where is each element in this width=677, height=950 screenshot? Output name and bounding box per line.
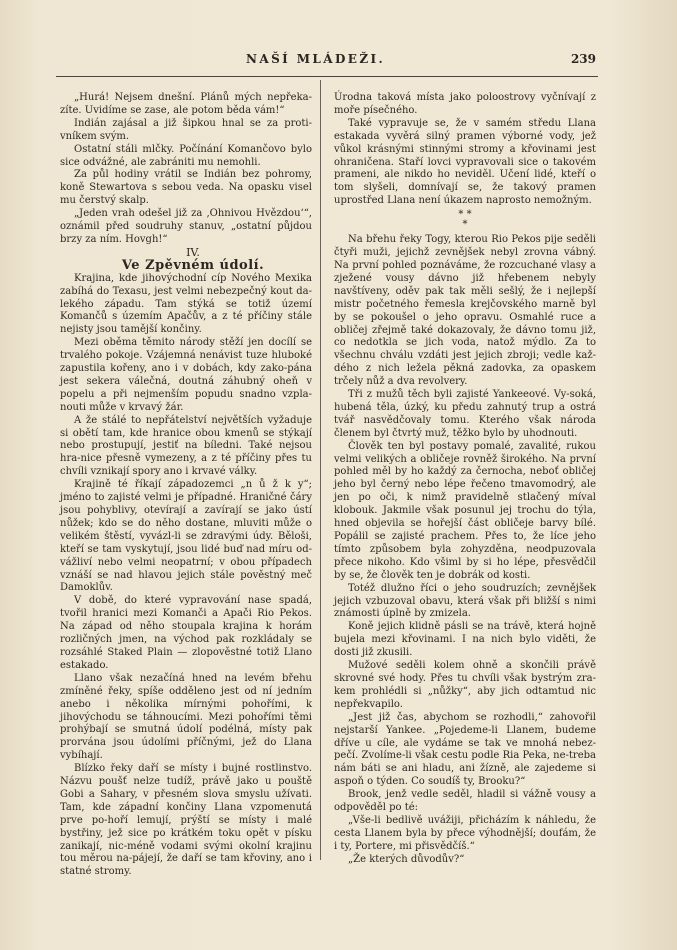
paragraph: Člověk ten byl postavy pomalé, zavalité, rukou velmi velikých a obličeje rovněž širokého. Na první pohled měl by ho každý za černocha, neboť obličej jeho byl černý nebo lépe řečeno tmavomodrý, ale jen po oči, k nimž pravidelně stlačený míval klobouk. Jakmile však posunul jej trochu do týla, hned objevila se hořejší část obličeje barvy bílé. Popálil se zajisté prachem. Přes to, že líce jeho tímto způsobem byla zohyzděna, neodpuzovala přece nikoho. Kdo všiml by si ho lépe, přesvědčil by se, že člověk ten je dobrák od kosti. [334, 440, 596, 581]
paragraph: A že stálé to nepřátelství největších vyžaduje si obětí tam, kde hranice obou kmenů se stýkají nebo prostupují, jestiť na bíledni. Také nejsou hra-nice přesně vymezeny, a z té příčiny přes tu chvíli vznikají spory ano i krvavé války. [60, 414, 312, 478]
page-header [56, 52, 596, 74]
asterism-bottom: * [462, 219, 468, 231]
paragraph: Blízko řeky daří se místy i bujné rostlinstvo. Názvu poušť nelze tudíž, právě jako u pouště Gobi a Sahary, v přesném slova smyslu užívati. Tam, kde západní končiny Llana vzpomenutá prve po-hoří lemují, prýští se místy i malé bystřiny, jež sice po krátkém toku opět v písku zanikají, nic-méně vodami svými okolní krajinu tou měrou na-pájejí, že daří se tam křoviny, ano i statné stromy. [60, 763, 312, 878]
section-break [334, 210, 596, 230]
paragraph: Ostatní stáli mlčky. Počínání Komančovo bylo sice odvážné, ale zabrániti mu nemohli. [60, 143, 312, 168]
column-divider [320, 80, 321, 860]
paragraph: Úrodna taková místa jako poloostrovy vyčnívají z moře písečného. [334, 92, 596, 116]
paragraph: Koně jejich klidně pásli se na trávě, která hojně bujela mezi křovinami. I na nich bylo viděti, že dosti již zkusili. [334, 621, 596, 659]
paragraph: Brook, jenž vedle seděl, hladil si vážně vousy a odpověděl po té: [334, 789, 596, 814]
paragraph: Tři z mužů těch byli zajisté Yankeeové. Vy-soká, hubená těla, úzký, ku předu zahnutý trup a ostrá tvář nasvědčovaly tomu. Kterého však národa členem byl čtvrtý muž, těžko bylo by uhodnouti. [334, 389, 596, 439]
paragraph: Llano však nezačíná hned na levém břehu zmíněné řeky, spíše odděleno jest od ní jedním anebo i několika mírnými pohořími, k jihovýchodu se táhnoucími. Mezi pohořími těmi prohýbají se smutná údolí podélná, místy pak prorvána jsou údolími příčnými, jež do Llana vybíhají. [60, 672, 312, 762]
asterism-top: * * [458, 209, 472, 221]
chapter-title: Ve Zpěvném údolí. [121, 257, 265, 273]
paragraph: Totéž dlužno říci o jeho soudruzích; zevnějšek jejich vzbuzoval obavu, která však při bližší s nimi známosti úplně by zmizela. [334, 582, 596, 620]
paragraph: „Vše-li bedlivě uvážiji, přicházím k náhledu, že cesta Llanem byla by přece výhodnější; doufám, že i ty, Portere, mi přisvědčíš.“ [334, 814, 596, 852]
paragraph: Krajině té říkají západozemci „n ů ž k y“; jméno to zajisté velmi je případné. Hraničné čáry jsou pohyblivy, otevírají a zavírají se jako ústí nůžek; kdo se do něho dostane, mluviti může o velikém štěstí, vyvázl-li se zdravými údy. Běloši, kteří se tam vyskytují, jsou lidé buď nad míru od-vážliví nebo velmi neopatrní; v obou případech vznáší se nad hlavou jejich stále pověstný meč Damoklův. [60, 479, 312, 594]
left-column [60, 92, 312, 879]
paragraph: Mezi oběma těmito národy stěží jen docílí se trvalého pokoje. Vzájemná nenávist tuze hluboké zapustila kořeny, ano i v dobách, kdy zako-pána jest sekera válečná, doutná záhubný oheň v popelu a při nejmenším popudu snadno vzpla-nouti může v krvavý žár. [60, 337, 312, 413]
page-number: 239 [570, 52, 596, 66]
paragraph: Krajina, kde jihovýchodní cíp Nového Mexika zabíhá do Texasu, jest velmi nebezpečný kout da-lekého západu. Tam stýká se totiž území Komančů s územím Apačův, a z té příčiny stále nejisty jsou tamější končiny. [60, 272, 312, 336]
paragraph: „Jeden vrah odešel již za ‚Ohnivou Hvězdou‘“, oznámil před soudruhy stanuv, „ostatní půjdou brzy za ním. Hovgh!“ [60, 208, 312, 245]
paragraph: Mužové seděli kolem ohně a skončili právě skrovné své hody. Přes tu chvíli však bystrým zra-kem prohlédli si „nůžky“, aby jich odtamtud nic nepřekvapilo. [334, 660, 596, 710]
paragraph: Na břehu řeky Togy, kterou Rio Pekos pije seděli čtyři muži, jejichž zevnějšek nebyl zrovna vábný. Na první pohled poznáváme, že rozcuchané vlasy a zježené vousy dávno již hřebenem nebyly navštíveny, oděv pak tak měli sešlý, že i nejlepší mistr početného řemesla krejčovského marně byl by se pokoušel o jeho opravu. Osmahlé ruce a obličej zřejmě také dokazovaly, že dávno tomu již, co nedotkla se jich voda, natož mýdlo. Za to všechnu chválu vzdáti jest jejich zbroji; vedle kaž-dého z nich ležela pěkná zadovka, za opaskem trčely nůž a dva revolvery. [334, 234, 596, 388]
paragraph: „Hurá! Nejsem dnešní. Plánů mých nepřeka-zíte. Uvidíme se zase, ale potom běda vám!“ [60, 92, 312, 116]
right-column [334, 92, 596, 867]
paragraph: Také vypravuje se, že v samém středu Llana estakada vyvěrá silný pramen výborné vody, jež vůkol krásnými stinnými stromy a křovinami jest ohraničena. Staří lovci vypravovali sice o takovém prameni, ale nikdo ho neviděl. Učení lidé, kteří o tom slyšeli, domnívají se, že takový pramen uprostřed Llana není úkazem naprosto nemožným. [334, 117, 596, 207]
chapter-number: IV. [186, 245, 200, 259]
running-head: NAŠÍ MLÁDEŽI. [246, 52, 386, 66]
paragraph: „Jest již čas, abychom se rozhodli,“ zahovořil nejstarší Yankee. „Pojedeme-li Llanem, budeme dříve u cíle, ale vydáme se tak ve mnohá nebez-pečí. Zvolíme-li však cestu podle Ria Peka, ne-treba nám báti se ani hladu, ani žízně, ale zajedeme si aspoň o týden. Co soudíš ty, Brooku?“ [334, 711, 596, 788]
header-rule [56, 76, 598, 77]
paragraph: „Že kterých důvodův?“ [348, 853, 465, 865]
paragraph: Indián zajásal a již šipkou hnal se za proti-vníkem svým. [60, 117, 312, 142]
paragraph: Za půl hodiny vrátil se Indián bez pohromy, koně Stewartova s sebou veda. Na opasku visel mu čerstvý skalp. [60, 169, 312, 207]
paragraph: V době, do které vypravování nase spadá, tvořil hranici mezi Komanči a Apači Rio Pekos. Na západ od něho stoupala krajina k horám rozličných jmen, na východ pak rozkládaly se rozsáhlé Staked Plain — zlopověstné totiž Llano estakado. [60, 595, 312, 671]
